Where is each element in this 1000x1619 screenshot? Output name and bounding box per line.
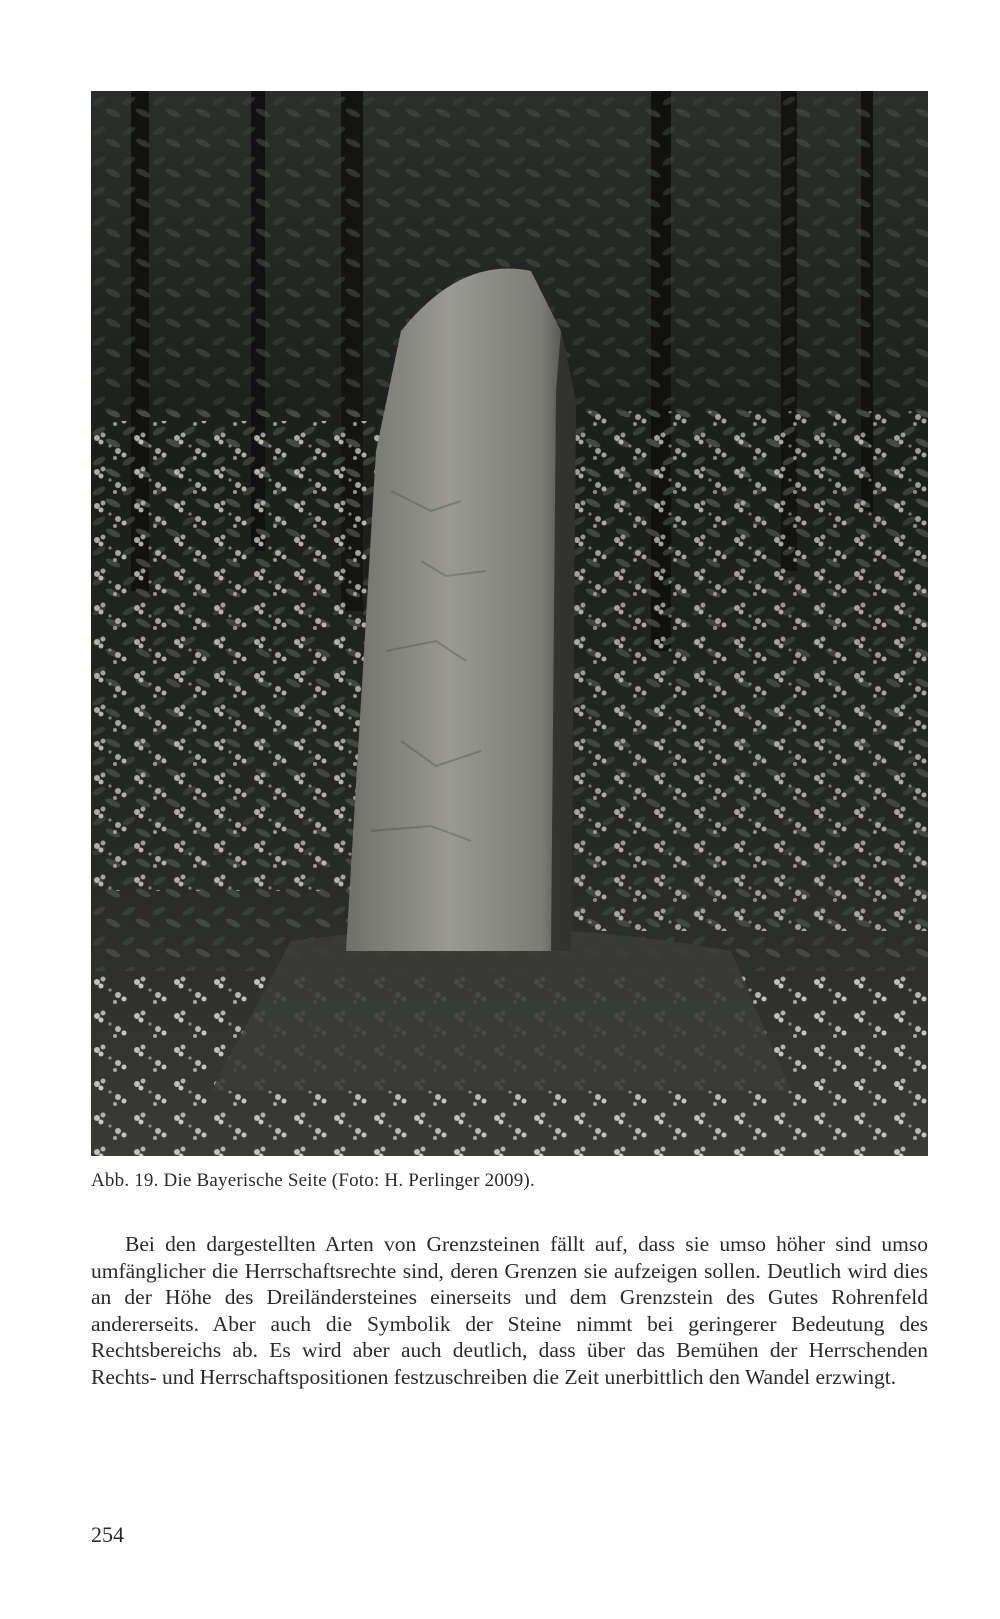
boundary-stone-photo [91,91,928,1156]
figure-caption: Abb. 19. Die Bayerische Seite (Foto: H. Perlinger 2009). [91,1170,535,1191]
body-paragraph: Bei den dargestellten Arten von Grenzsteinen fällt auf, dass sie umso höher sind umso umfänglicher die Herrschaftsrechte sind, deren Grenzen sie aufzeigen sollen. Deutlich wird dies an der Höhe des Dreiländersteines einerseits und dem Grenzstein des Gutes Rohrenfeld andererseits. Aber auch die Symbolik der Steine nimmt bei geringerer Bedeutung des Rechtsbereichs ab. Es wird aber auch deutlich, dass über das Bemühen der Herrschenden Rechts- und Herrschaftspositionen festzuschreiben die Zeit unerbittlich den Wandel erzwingt. [91,1232,928,1389]
forest-stone-image [91,91,928,1156]
page-number: 254 [91,1522,124,1547]
